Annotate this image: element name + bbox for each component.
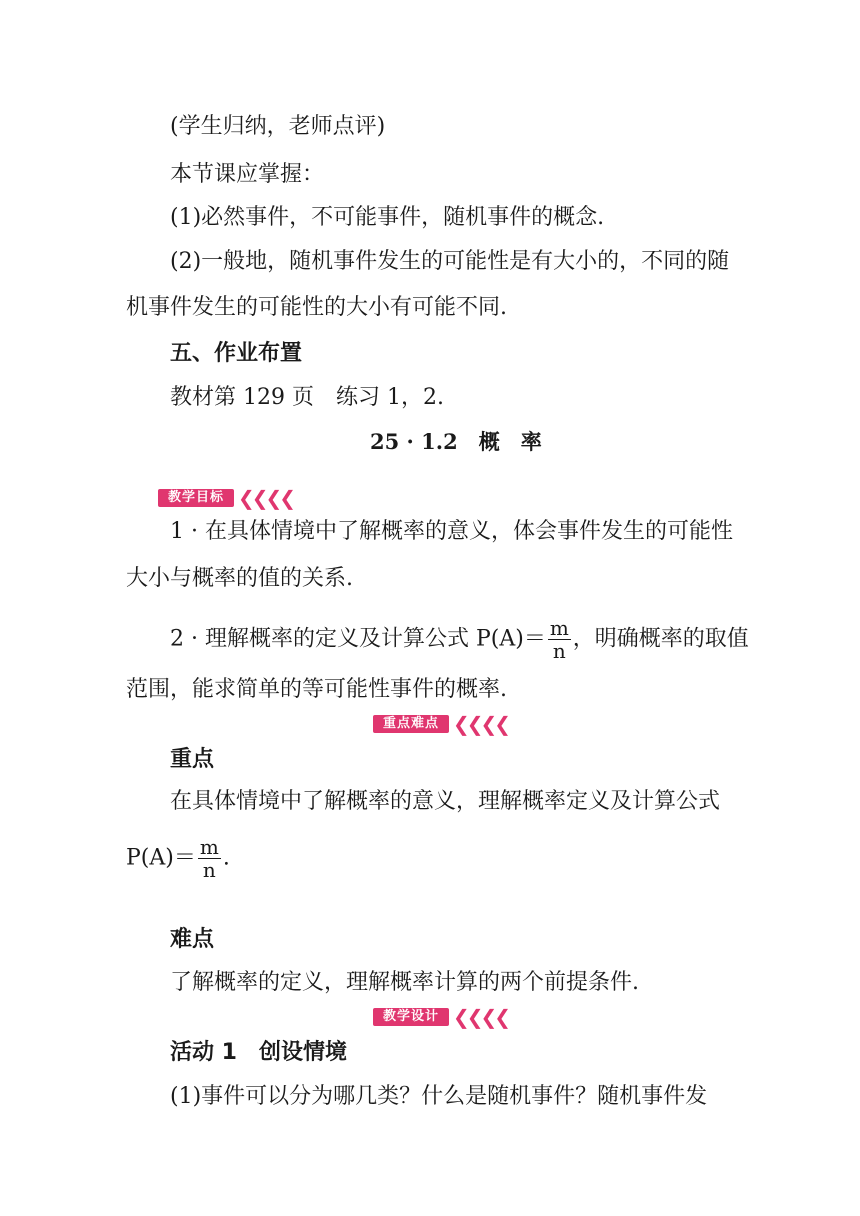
- text-line: 在具体情境中了解概率的意义，理解概率定义及计算公式: [170, 789, 721, 814]
- badge-key-points: [373, 712, 508, 736]
- fraction-numerator: m: [549, 616, 569, 640]
- text-line: 大小与概率的值的关系.: [126, 566, 353, 591]
- fraction-denominator: n: [202, 858, 216, 882]
- text-line: 范围，能求简单的等可能性事件的概率.: [126, 677, 507, 702]
- text-line: 1 · 在具体情境中了解概率的意义，体会事件发生的可能性: [170, 519, 733, 544]
- badge-label: 教学设计: [373, 1008, 449, 1026]
- fraction: [198, 836, 221, 881]
- text-fragment: P(A)＝: [126, 845, 196, 871]
- badge-label: 教学目标: [158, 489, 234, 507]
- section-heading: 活动 1 创设情境: [170, 1040, 347, 1065]
- fraction-denominator: n: [552, 639, 566, 663]
- badge-teaching-design: [373, 1005, 508, 1029]
- text-line: 了解概率的定义，理解概率计算的两个前提条件.: [170, 970, 639, 995]
- text-line: [170, 617, 749, 662]
- text-fragment: .: [222, 845, 230, 871]
- text-line: (1)必然事件，不可能事件，随机事件的概念.: [170, 205, 605, 230]
- fraction: [548, 617, 571, 662]
- text-line: (学生归纳，老师点评): [170, 114, 386, 139]
- text-fragment: ，明确概率的取值: [572, 626, 749, 652]
- chevron-left-icon: ❮❮❮❮: [238, 486, 294, 510]
- section-heading: 难点: [170, 927, 215, 952]
- fraction-numerator: m: [199, 835, 219, 859]
- chevron-left-icon: ❮❮❮❮: [453, 1005, 509, 1029]
- chevron-left-icon: ❮❮❮❮: [453, 712, 509, 736]
- section-heading: 五、作业布置: [170, 341, 303, 366]
- text-line: 教材第 129 页 练习 1，2.: [170, 385, 444, 410]
- text-fragment: 2 · 理解概率的定义及计算公式 P(A)＝: [170, 626, 546, 652]
- badge-label: 重点难点: [373, 715, 449, 733]
- page-title: 25 · 1.2 概 率: [370, 429, 542, 454]
- text-line: 机事件发生的可能性的大小有可能不同.: [126, 295, 507, 320]
- text-line: [126, 836, 230, 881]
- text-line: 本节课应掌握：: [170, 162, 325, 187]
- badge-teaching-goal: [158, 486, 293, 510]
- text-line: (1)事件可以分为哪几类？什么是随机事件？随机事件发: [170, 1084, 708, 1109]
- text-line: (2)一般地，随机事件发生的可能性是有大小的，不同的随: [170, 249, 730, 274]
- section-heading: 重点: [170, 747, 215, 772]
